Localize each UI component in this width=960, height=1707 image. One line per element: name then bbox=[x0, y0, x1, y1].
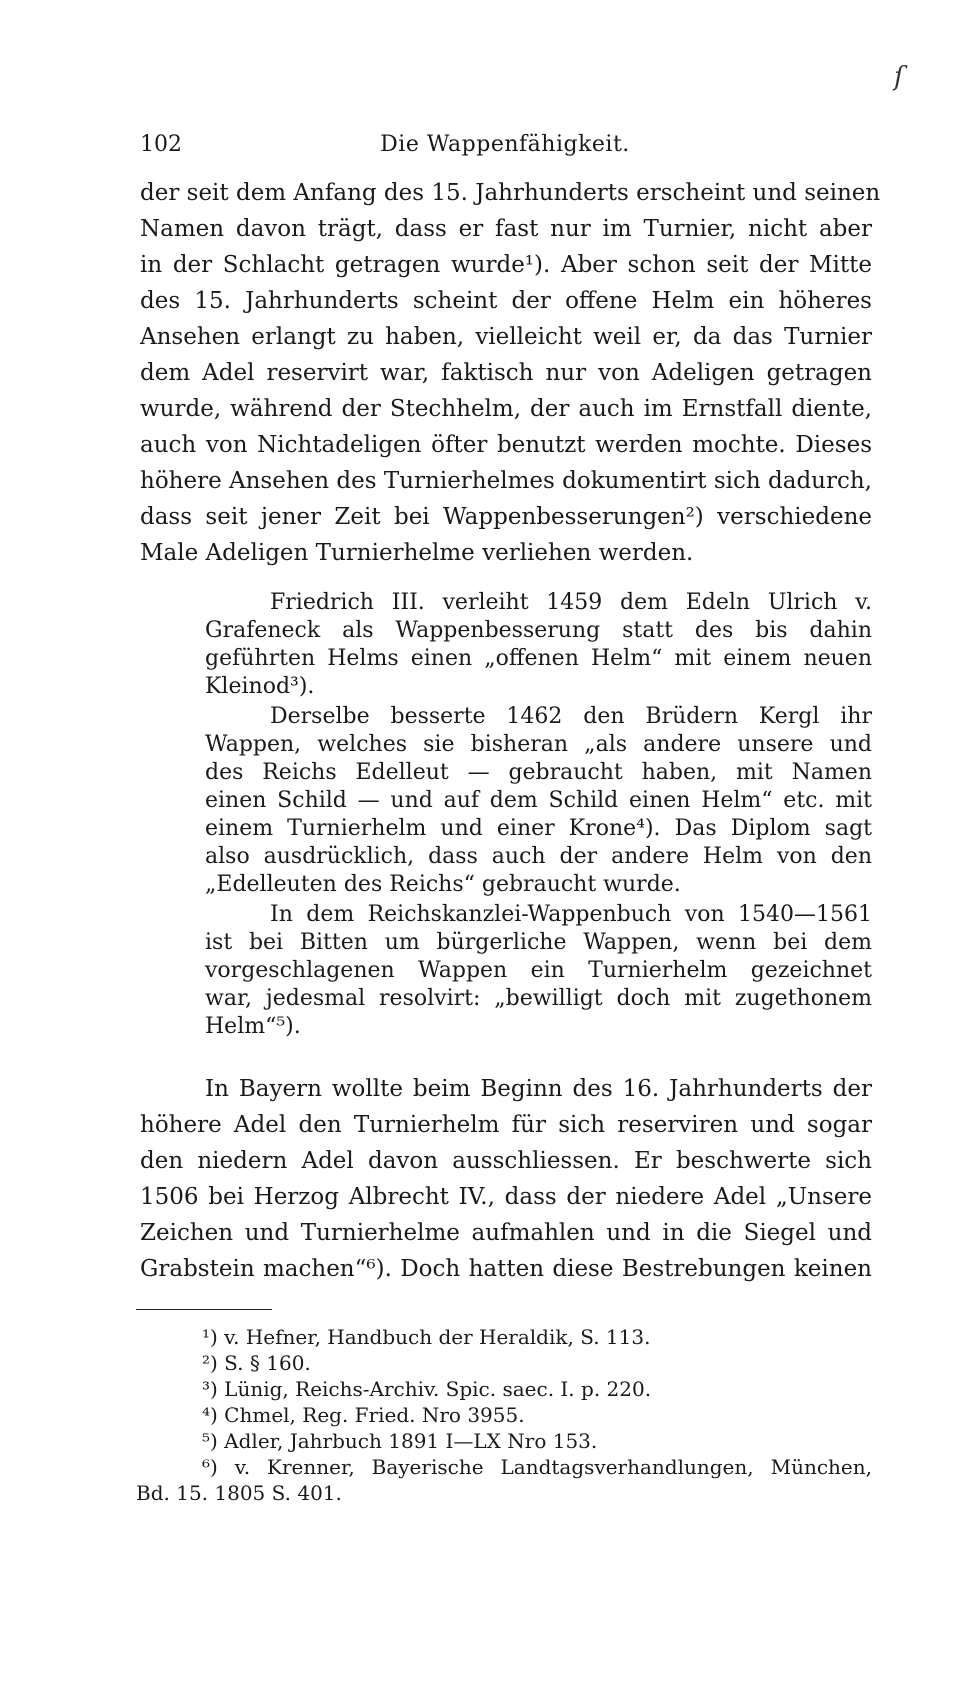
text-line: auch von Nichtadeligen öfter benutzt werden mochte. Dieses bbox=[140, 432, 872, 458]
quote-line: Helm“⁵). bbox=[205, 1014, 301, 1039]
text-line: wurde, während der Stechhelm, der auch im Ernstfall diente, bbox=[140, 396, 872, 422]
footnote-5: ⁵) Adler, Jahrbuch 1891 I—LX Nro 153. bbox=[202, 1429, 598, 1453]
quote-line: Grafeneck als Wappenbesserung statt des bis dahin bbox=[205, 618, 872, 643]
text-line: In Bayern wollte beim Beginn des 16. Jahrhunderts der bbox=[205, 1076, 872, 1102]
text-line: Grabstein machen“⁶). Doch hatten diese Bestrebungen keinen bbox=[140, 1256, 872, 1282]
text-line: höhere Adel den Turnierhelm für sich reserviren und sogar bbox=[140, 1112, 872, 1138]
text-line: Male Adeligen Turnierhelme verliehen werden. bbox=[140, 540, 694, 566]
text-line: des 15. Jahrhunderts scheint der offene Helm ein höheres bbox=[140, 288, 872, 314]
text-line: Zeichen und Turnierhelme aufmahlen und in die Siegel und bbox=[140, 1220, 872, 1246]
quote-line: „Edelleuten des Reichs“ gebraucht wurde. bbox=[205, 872, 681, 897]
quote-line: Wappen, welches sie bisheran „als andere unsere und bbox=[205, 732, 872, 757]
running-title: Die Wappenfähigkeit. bbox=[380, 132, 630, 157]
footnote-2: ²) S. § 160. bbox=[202, 1351, 311, 1375]
text-line: der seit dem Anfang des 15. Jahrhunderts erscheint und seinen bbox=[140, 180, 881, 206]
text-line: Ansehen erlangt zu haben, vielleicht weil er, da das Turnier bbox=[140, 324, 872, 350]
footnote-6: ⁶) v. Krenner, Bayerische Landtagsverhandlungen, München, bbox=[202, 1455, 872, 1479]
quote-line: einem Turnierhelm und einer Krone⁴). Das Diplom sagt bbox=[205, 816, 872, 841]
page-number: 102 bbox=[140, 132, 182, 157]
quote-line: Kleinod³). bbox=[205, 674, 315, 699]
footnote-3: ³) Lünig, Reichs-Archiv. Spic. saec. I. p. 220. bbox=[202, 1377, 652, 1401]
footnote-6-continued: Bd. 15. 1805 S. 401. bbox=[136, 1481, 342, 1505]
footnote-1: ¹) v. Hefner, Handbuch der Heraldik, S. 113. bbox=[202, 1325, 651, 1349]
text-line: höhere Ansehen des Turnierhelmes dokumentirt sich dadurch, bbox=[140, 468, 872, 494]
footnote-rule bbox=[136, 1309, 272, 1310]
text-line: dass seit jener Zeit bei Wappenbesserungen²) verschiedene bbox=[140, 504, 872, 530]
text-line: Namen davon trägt, dass er fast nur im Turnier, nicht aber bbox=[140, 216, 872, 242]
text-line: 1506 bei Herzog Albrecht IV., dass der niedere Adel „Unsere bbox=[140, 1184, 872, 1210]
quote-line: einen Schild — und auf dem Schild einen Helm“ etc. mit bbox=[205, 788, 872, 813]
quote-line: Friedrich III. verleiht 1459 dem Edeln Ulrich v. bbox=[270, 590, 872, 615]
footnote-4: ⁴) Chmel, Reg. Fried. Nro 3955. bbox=[202, 1403, 525, 1427]
text-line: in der Schlacht getragen wurde¹). Aber schon seit der Mitte bbox=[140, 252, 872, 278]
quote-line: des Reichs Edelleut — gebraucht haben, mit Namen bbox=[205, 760, 872, 785]
text-line: den niedern Adel davon ausschliessen. Er beschwerte sich bbox=[140, 1148, 872, 1174]
quote-line: war, jedesmal resolvirt: „bewilligt doch mit zugethonem bbox=[205, 986, 872, 1011]
quote-line: geführten Helms einen „offenen Helm“ mit einem neuen bbox=[205, 646, 872, 671]
quote-line: In dem Reichskanzlei-Wappenbuch von 1540—1561 bbox=[270, 902, 872, 927]
quote-line: ist bei Bitten um bürgerliche Wappen, wenn bei dem bbox=[205, 930, 872, 955]
margin-mark: ſ bbox=[894, 62, 904, 92]
text-line: dem Adel reservirt war, faktisch nur von Adeligen getragen bbox=[140, 360, 872, 386]
page-header bbox=[140, 132, 870, 164]
quote-line: vorgeschlagenen Wappen ein Turnierhelm gezeichnet bbox=[205, 958, 872, 983]
quote-line: also ausdrücklich, dass auch der andere Helm von den bbox=[205, 844, 872, 869]
quote-line: Derselbe besserte 1462 den Brüdern Kergl ihr bbox=[270, 704, 872, 729]
